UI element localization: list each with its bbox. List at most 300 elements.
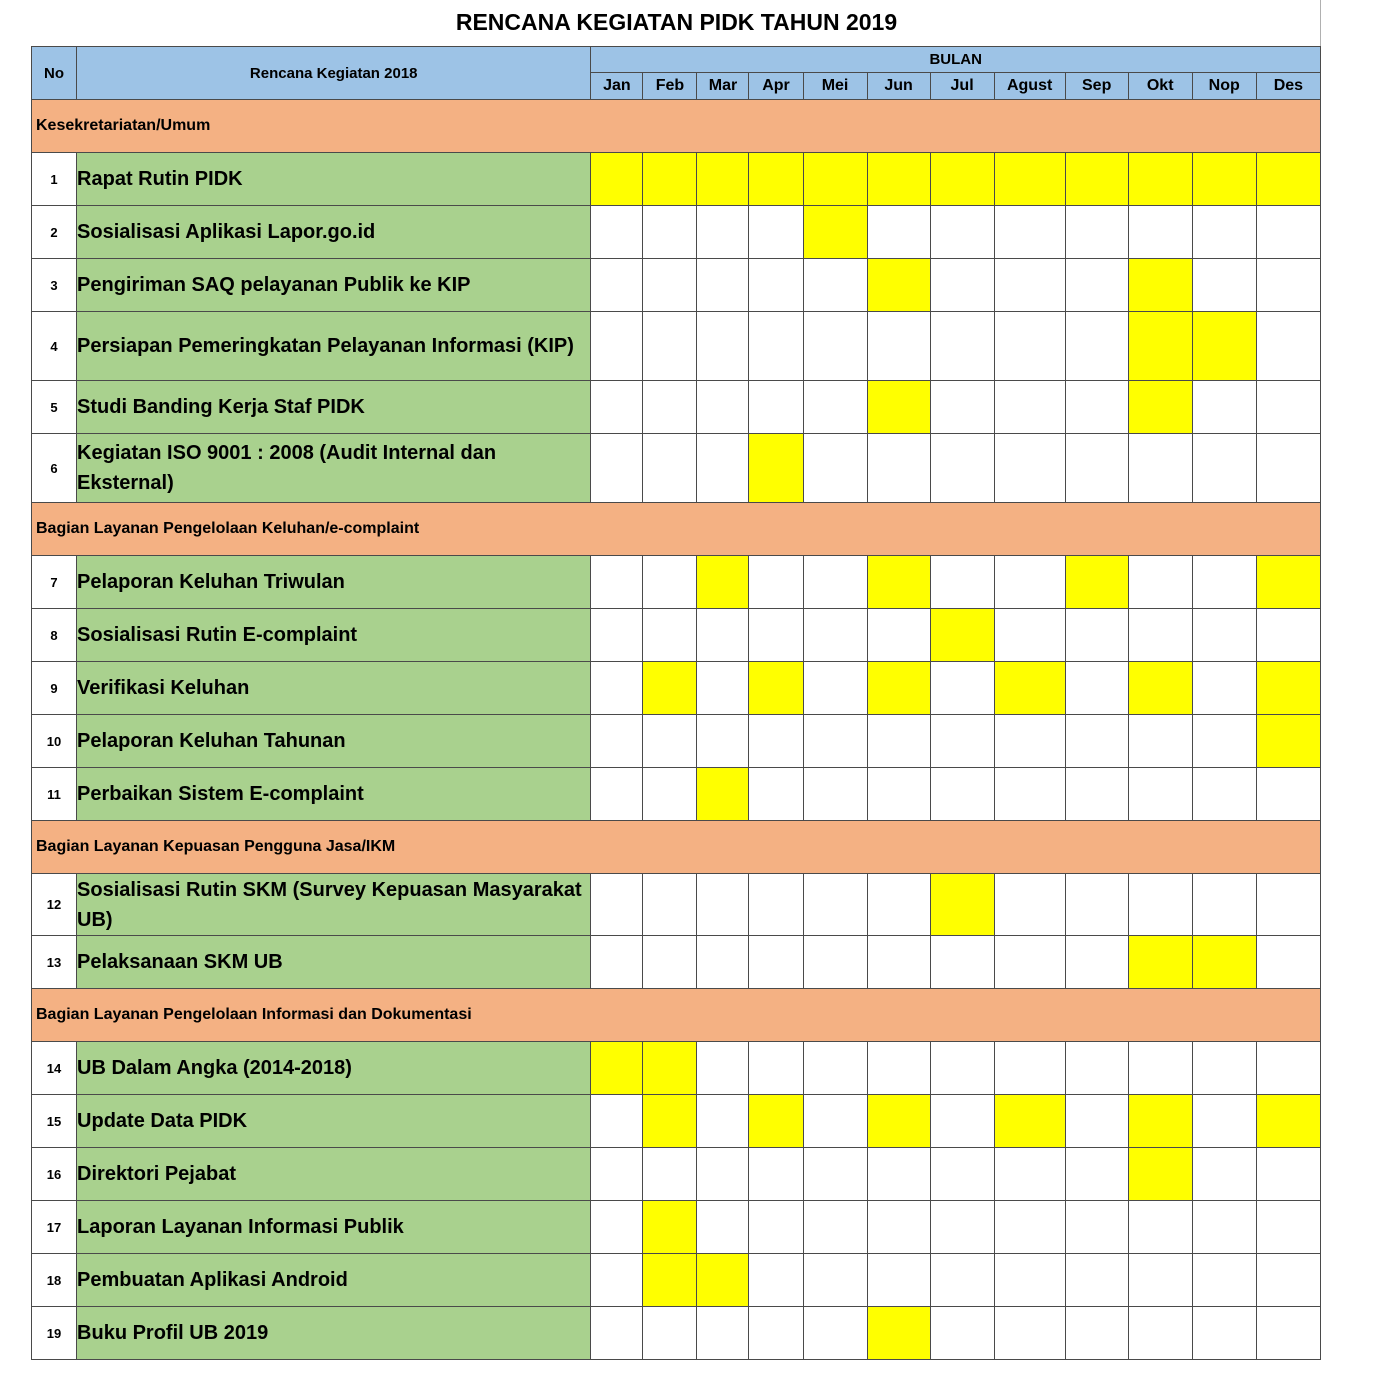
month-header-mei: Mei bbox=[803, 73, 867, 100]
month-header-sep: Sep bbox=[1065, 73, 1128, 100]
month-cell-jul-empty bbox=[930, 434, 994, 503]
month-cell-jan-empty bbox=[591, 1254, 643, 1307]
month-header-des: Des bbox=[1256, 73, 1320, 100]
table-row bbox=[32, 715, 1321, 768]
month-cell-agust-scheduled bbox=[994, 1095, 1065, 1148]
row-number: 8 bbox=[32, 609, 77, 662]
month-cell-nop-empty bbox=[1192, 206, 1256, 259]
month-cell-agust-empty bbox=[994, 206, 1065, 259]
month-cell-jul-empty bbox=[930, 662, 994, 715]
month-cell-nop-empty bbox=[1192, 1042, 1256, 1095]
table-row bbox=[32, 1095, 1321, 1148]
month-cell-mar-empty bbox=[697, 434, 749, 503]
month-cell-des-empty bbox=[1256, 768, 1320, 821]
month-cell-nop-empty bbox=[1192, 715, 1256, 768]
section-row bbox=[32, 503, 1321, 556]
month-cell-jan-empty bbox=[591, 206, 643, 259]
month-cell-jun-empty bbox=[867, 936, 930, 989]
month-cell-okt-scheduled bbox=[1128, 381, 1192, 434]
month-cell-mei-scheduled bbox=[803, 206, 867, 259]
month-cell-jan-scheduled bbox=[591, 1042, 643, 1095]
month-cell-jun-empty bbox=[867, 874, 930, 936]
page-title: RENCANA KEGIATAN PIDK TAHUN 2019 bbox=[455, 9, 898, 35]
month-cell-des-scheduled bbox=[1256, 715, 1320, 768]
month-cell-apr-empty bbox=[749, 1042, 803, 1095]
month-cell-nop-empty bbox=[1192, 434, 1256, 503]
month-cell-jan-empty bbox=[591, 381, 643, 434]
month-cell-jun-empty bbox=[867, 1042, 930, 1095]
month-cell-agust-scheduled bbox=[994, 153, 1065, 206]
month-cell-nop-empty bbox=[1192, 1148, 1256, 1201]
month-cell-apr-empty bbox=[749, 1307, 803, 1360]
month-cell-agust-empty bbox=[994, 1254, 1065, 1307]
month-cell-jan-empty bbox=[591, 556, 643, 609]
month-cell-feb-empty bbox=[643, 312, 697, 381]
activity-label: Sosialisasi Aplikasi Lapor.go.id bbox=[77, 206, 591, 259]
month-cell-jun-empty bbox=[867, 1201, 930, 1254]
month-cell-okt-scheduled bbox=[1128, 1148, 1192, 1201]
row-number: 2 bbox=[32, 206, 77, 259]
section-row bbox=[32, 100, 1321, 153]
month-cell-apr-empty bbox=[749, 874, 803, 936]
month-cell-mei-empty bbox=[803, 1148, 867, 1201]
month-cell-feb-scheduled bbox=[643, 1201, 697, 1254]
month-cell-nop-empty bbox=[1192, 556, 1256, 609]
month-cell-feb-empty bbox=[643, 381, 697, 434]
month-cell-agust-empty bbox=[994, 609, 1065, 662]
month-cell-des-empty bbox=[1256, 936, 1320, 989]
month-cell-des-empty bbox=[1256, 381, 1320, 434]
schedule-table bbox=[31, 46, 1321, 1360]
month-cell-mei-empty bbox=[803, 936, 867, 989]
month-cell-agust-empty bbox=[994, 434, 1065, 503]
month-cell-apr-empty bbox=[749, 768, 803, 821]
table-row bbox=[32, 936, 1321, 989]
header-bulan: BULAN bbox=[591, 47, 1321, 73]
month-cell-agust-empty bbox=[994, 1307, 1065, 1360]
month-cell-jan-scheduled bbox=[591, 153, 643, 206]
month-cell-sep-empty bbox=[1065, 1254, 1128, 1307]
month-cell-mei-empty bbox=[803, 259, 867, 312]
activity-label: Pelaksanaan SKM UB bbox=[77, 936, 591, 989]
month-cell-jan-empty bbox=[591, 936, 643, 989]
month-cell-feb-empty bbox=[643, 206, 697, 259]
section-title: Bagian Layanan Kepuasan Pengguna Jasa/IKM bbox=[32, 821, 1321, 874]
row-number: 17 bbox=[32, 1201, 77, 1254]
month-cell-jul-empty bbox=[930, 259, 994, 312]
activity-label: Sosialisasi Rutin E-complaint bbox=[77, 609, 591, 662]
month-cell-mei-empty bbox=[803, 1307, 867, 1360]
month-header-feb: Feb bbox=[643, 73, 697, 100]
month-cell-okt-empty bbox=[1128, 206, 1192, 259]
month-cell-jun-scheduled bbox=[867, 662, 930, 715]
month-cell-sep-empty bbox=[1065, 1307, 1128, 1360]
month-cell-jun-empty bbox=[867, 715, 930, 768]
month-cell-mei-empty bbox=[803, 556, 867, 609]
month-cell-mei-empty bbox=[803, 715, 867, 768]
month-cell-mei-scheduled bbox=[803, 153, 867, 206]
month-cell-feb-empty bbox=[643, 768, 697, 821]
month-cell-mar-scheduled bbox=[697, 768, 749, 821]
table-row bbox=[32, 312, 1321, 381]
section-row bbox=[32, 821, 1321, 874]
month-cell-jul-empty bbox=[930, 1042, 994, 1095]
month-cell-apr-empty bbox=[749, 1148, 803, 1201]
activity-label: UB Dalam Angka (2014-2018) bbox=[77, 1042, 591, 1095]
month-cell-des-empty bbox=[1256, 259, 1320, 312]
row-number: 16 bbox=[32, 1148, 77, 1201]
month-cell-jan-empty bbox=[591, 874, 643, 936]
month-cell-mei-empty bbox=[803, 768, 867, 821]
month-header-agust: Agust bbox=[994, 73, 1065, 100]
month-cell-okt-scheduled bbox=[1128, 312, 1192, 381]
table-row bbox=[32, 874, 1321, 936]
month-cell-jun-empty bbox=[867, 768, 930, 821]
month-cell-jan-empty bbox=[591, 434, 643, 503]
header-activity: Rencana Kegiatan 2018 bbox=[77, 47, 591, 100]
month-cell-nop-empty bbox=[1192, 768, 1256, 821]
row-number: 15 bbox=[32, 1095, 77, 1148]
header-no: No bbox=[32, 47, 77, 100]
table-row bbox=[32, 768, 1321, 821]
month-cell-jan-empty bbox=[591, 259, 643, 312]
month-cell-feb-scheduled bbox=[643, 1095, 697, 1148]
month-cell-mar-empty bbox=[697, 936, 749, 989]
month-cell-mei-empty bbox=[803, 609, 867, 662]
month-cell-sep-empty bbox=[1065, 768, 1128, 821]
month-cell-jul-empty bbox=[930, 206, 994, 259]
month-cell-des-empty bbox=[1256, 1254, 1320, 1307]
month-cell-mei-empty bbox=[803, 434, 867, 503]
month-cell-mar-empty bbox=[697, 1307, 749, 1360]
month-cell-okt-empty bbox=[1128, 874, 1192, 936]
row-number: 6 bbox=[32, 434, 77, 503]
month-cell-apr-scheduled bbox=[749, 662, 803, 715]
activity-label: Perbaikan Sistem E-complaint bbox=[77, 768, 591, 821]
month-cell-jan-empty bbox=[591, 715, 643, 768]
month-cell-agust-empty bbox=[994, 1201, 1065, 1254]
month-cell-feb-scheduled bbox=[643, 662, 697, 715]
month-cell-sep-empty bbox=[1065, 434, 1128, 503]
month-cell-mei-empty bbox=[803, 312, 867, 381]
month-cell-jun-empty bbox=[867, 1148, 930, 1201]
activity-label: Sosialisasi Rutin SKM (Survey Kepuasan Masyarakat UB) bbox=[77, 874, 591, 936]
month-cell-mar-empty bbox=[697, 1148, 749, 1201]
month-cell-feb-empty bbox=[643, 259, 697, 312]
month-cell-jun-scheduled bbox=[867, 556, 930, 609]
month-cell-mei-empty bbox=[803, 874, 867, 936]
row-number: 14 bbox=[32, 1042, 77, 1095]
month-cell-sep-empty bbox=[1065, 874, 1128, 936]
month-cell-mei-empty bbox=[803, 1042, 867, 1095]
month-cell-agust-empty bbox=[994, 1148, 1065, 1201]
month-cell-des-scheduled bbox=[1256, 153, 1320, 206]
month-cell-agust-empty bbox=[994, 556, 1065, 609]
table-row bbox=[32, 206, 1321, 259]
row-number: 12 bbox=[32, 874, 77, 936]
month-cell-mar-scheduled bbox=[697, 1254, 749, 1307]
month-cell-okt-scheduled bbox=[1128, 259, 1192, 312]
row-number: 10 bbox=[32, 715, 77, 768]
month-cell-des-empty bbox=[1256, 1148, 1320, 1201]
month-cell-jun-empty bbox=[867, 609, 930, 662]
table-row bbox=[32, 556, 1321, 609]
month-cell-sep-empty bbox=[1065, 1042, 1128, 1095]
month-cell-jun-scheduled bbox=[867, 259, 930, 312]
month-cell-okt-empty bbox=[1128, 715, 1192, 768]
row-number: 4 bbox=[32, 312, 77, 381]
month-cell-feb-empty bbox=[643, 715, 697, 768]
month-cell-okt-empty bbox=[1128, 434, 1192, 503]
month-cell-feb-scheduled bbox=[643, 153, 697, 206]
month-cell-jul-scheduled bbox=[930, 153, 994, 206]
month-cell-jun-empty bbox=[867, 434, 930, 503]
month-cell-agust-empty bbox=[994, 312, 1065, 381]
month-cell-apr-scheduled bbox=[749, 434, 803, 503]
month-cell-mar-empty bbox=[697, 1201, 749, 1254]
row-number: 9 bbox=[32, 662, 77, 715]
row-number: 13 bbox=[32, 936, 77, 989]
month-cell-jul-scheduled bbox=[930, 609, 994, 662]
month-cell-sep-empty bbox=[1065, 715, 1128, 768]
table-row bbox=[32, 1254, 1321, 1307]
activity-label: Verifikasi Keluhan bbox=[77, 662, 591, 715]
activity-label: Direktori Pejabat bbox=[77, 1148, 591, 1201]
month-cell-sep-empty bbox=[1065, 259, 1128, 312]
month-cell-mei-empty bbox=[803, 662, 867, 715]
month-cell-sep-empty bbox=[1065, 312, 1128, 381]
month-cell-apr-empty bbox=[749, 1201, 803, 1254]
activity-label: Rapat Rutin PIDK bbox=[77, 153, 591, 206]
month-cell-jun-scheduled bbox=[867, 1095, 930, 1148]
month-cell-apr-empty bbox=[749, 936, 803, 989]
month-cell-des-empty bbox=[1256, 434, 1320, 503]
month-cell-jan-empty bbox=[591, 1307, 643, 1360]
month-cell-okt-empty bbox=[1128, 1201, 1192, 1254]
month-cell-apr-empty bbox=[749, 715, 803, 768]
activity-label: Pelaporan Keluhan Triwulan bbox=[77, 556, 591, 609]
month-cell-jul-empty bbox=[930, 381, 994, 434]
month-cell-des-empty bbox=[1256, 312, 1320, 381]
schedule-body bbox=[32, 100, 1321, 1360]
activity-label: Update Data PIDK bbox=[77, 1095, 591, 1148]
month-cell-jun-empty bbox=[867, 206, 930, 259]
month-cell-okt-scheduled bbox=[1128, 1095, 1192, 1148]
table-row bbox=[32, 662, 1321, 715]
month-cell-des-scheduled bbox=[1256, 662, 1320, 715]
month-cell-nop-empty bbox=[1192, 662, 1256, 715]
month-cell-nop-empty bbox=[1192, 381, 1256, 434]
month-cell-sep-scheduled bbox=[1065, 556, 1128, 609]
month-cell-mar-empty bbox=[697, 874, 749, 936]
month-cell-feb-empty bbox=[643, 1307, 697, 1360]
month-cell-agust-empty bbox=[994, 1042, 1065, 1095]
activity-label: Laporan Layanan Informasi Publik bbox=[77, 1201, 591, 1254]
activity-label: Pelaporan Keluhan Tahunan bbox=[77, 715, 591, 768]
month-cell-feb-empty bbox=[643, 874, 697, 936]
month-cell-jul-empty bbox=[930, 312, 994, 381]
month-cell-sep-empty bbox=[1065, 206, 1128, 259]
month-cell-nop-scheduled bbox=[1192, 312, 1256, 381]
month-cell-apr-empty bbox=[749, 259, 803, 312]
month-cell-agust-scheduled bbox=[994, 662, 1065, 715]
month-cell-des-empty bbox=[1256, 1201, 1320, 1254]
month-cell-feb-scheduled bbox=[643, 1254, 697, 1307]
month-cell-nop-empty bbox=[1192, 874, 1256, 936]
month-cell-des-scheduled bbox=[1256, 556, 1320, 609]
month-cell-mar-scheduled bbox=[697, 153, 749, 206]
month-cell-mar-empty bbox=[697, 1042, 749, 1095]
month-header-okt: Okt bbox=[1128, 73, 1192, 100]
month-cell-feb-scheduled bbox=[643, 1042, 697, 1095]
month-cell-sep-empty bbox=[1065, 1201, 1128, 1254]
table-row bbox=[32, 153, 1321, 206]
section-row bbox=[32, 989, 1321, 1042]
month-cell-agust-empty bbox=[994, 874, 1065, 936]
month-cell-des-empty bbox=[1256, 206, 1320, 259]
month-cell-mar-empty bbox=[697, 312, 749, 381]
table-row bbox=[32, 1148, 1321, 1201]
month-cell-okt-scheduled bbox=[1128, 936, 1192, 989]
month-cell-nop-empty bbox=[1192, 609, 1256, 662]
month-cell-mar-empty bbox=[697, 1095, 749, 1148]
month-cell-feb-empty bbox=[643, 1148, 697, 1201]
month-cell-jan-empty bbox=[591, 1148, 643, 1201]
month-cell-agust-empty bbox=[994, 768, 1065, 821]
month-cell-jun-empty bbox=[867, 312, 930, 381]
month-cell-jul-empty bbox=[930, 768, 994, 821]
section-title: Bagian Layanan Pengelolaan Keluhan/e-complaint bbox=[32, 503, 1321, 556]
month-header-jan: Jan bbox=[591, 73, 643, 100]
month-cell-jan-empty bbox=[591, 312, 643, 381]
month-header-jun: Jun bbox=[867, 73, 930, 100]
month-cell-apr-empty bbox=[749, 381, 803, 434]
month-cell-nop-scheduled bbox=[1192, 153, 1256, 206]
month-cell-jan-empty bbox=[591, 768, 643, 821]
table-row bbox=[32, 1307, 1321, 1360]
month-cell-jul-empty bbox=[930, 1307, 994, 1360]
month-cell-jun-scheduled bbox=[867, 1307, 930, 1360]
month-cell-nop-empty bbox=[1192, 1307, 1256, 1360]
month-cell-nop-empty bbox=[1192, 1254, 1256, 1307]
month-cell-apr-empty bbox=[749, 556, 803, 609]
table-row bbox=[32, 381, 1321, 434]
month-cell-mei-empty bbox=[803, 1095, 867, 1148]
month-cell-agust-empty bbox=[994, 936, 1065, 989]
month-header-apr: Apr bbox=[749, 73, 803, 100]
month-cell-nop-scheduled bbox=[1192, 936, 1256, 989]
month-cell-feb-empty bbox=[643, 609, 697, 662]
month-cell-mei-empty bbox=[803, 1254, 867, 1307]
month-cell-okt-empty bbox=[1128, 609, 1192, 662]
month-cell-agust-empty bbox=[994, 259, 1065, 312]
row-number: 19 bbox=[32, 1307, 77, 1360]
month-cell-jan-empty bbox=[591, 662, 643, 715]
row-number: 5 bbox=[32, 381, 77, 434]
row-number: 18 bbox=[32, 1254, 77, 1307]
row-number: 11 bbox=[32, 768, 77, 821]
month-cell-okt-scheduled bbox=[1128, 662, 1192, 715]
month-cell-nop-empty bbox=[1192, 1201, 1256, 1254]
month-cell-okt-empty bbox=[1128, 556, 1192, 609]
table-row bbox=[32, 259, 1321, 312]
month-cell-mar-empty bbox=[697, 715, 749, 768]
month-cell-sep-empty bbox=[1065, 609, 1128, 662]
month-cell-jul-empty bbox=[930, 936, 994, 989]
activity-label: Persiapan Pemeringkatan Pelayanan Informasi (KIP) bbox=[77, 312, 591, 381]
month-cell-jun-scheduled bbox=[867, 381, 930, 434]
month-cell-okt-empty bbox=[1128, 1307, 1192, 1360]
row-number: 3 bbox=[32, 259, 77, 312]
month-cell-jul-scheduled bbox=[930, 874, 994, 936]
month-cell-mar-empty bbox=[697, 206, 749, 259]
month-cell-apr-empty bbox=[749, 206, 803, 259]
month-cell-feb-empty bbox=[643, 434, 697, 503]
month-cell-jun-scheduled bbox=[867, 153, 930, 206]
month-cell-sep-scheduled bbox=[1065, 153, 1128, 206]
month-cell-mar-scheduled bbox=[697, 556, 749, 609]
row-number: 7 bbox=[32, 556, 77, 609]
month-header-nop: Nop bbox=[1192, 73, 1256, 100]
month-header-mar: Mar bbox=[697, 73, 749, 100]
month-cell-mar-empty bbox=[697, 259, 749, 312]
month-cell-mar-empty bbox=[697, 381, 749, 434]
month-cell-jun-empty bbox=[867, 1254, 930, 1307]
month-cell-apr-empty bbox=[749, 609, 803, 662]
month-cell-des-empty bbox=[1256, 1042, 1320, 1095]
month-cell-okt-scheduled bbox=[1128, 153, 1192, 206]
month-cell-jul-empty bbox=[930, 1254, 994, 1307]
month-cell-okt-empty bbox=[1128, 1254, 1192, 1307]
section-title: Kesekretariatan/Umum bbox=[32, 100, 1321, 153]
month-cell-jan-empty bbox=[591, 609, 643, 662]
month-cell-des-empty bbox=[1256, 874, 1320, 936]
month-cell-mar-empty bbox=[697, 662, 749, 715]
month-cell-sep-empty bbox=[1065, 662, 1128, 715]
month-cell-sep-empty bbox=[1065, 1148, 1128, 1201]
month-cell-apr-empty bbox=[749, 312, 803, 381]
activity-label: Buku Profil UB 2019 bbox=[77, 1307, 591, 1360]
gridline-divider bbox=[1320, 0, 1321, 46]
month-cell-jul-empty bbox=[930, 1148, 994, 1201]
month-cell-apr-scheduled bbox=[749, 1095, 803, 1148]
table-row bbox=[32, 609, 1321, 662]
month-cell-sep-empty bbox=[1065, 1095, 1128, 1148]
table-row bbox=[32, 434, 1321, 503]
activity-label: Pengiriman SAQ pelayanan Publik ke KIP bbox=[77, 259, 591, 312]
activity-label: Pembuatan Aplikasi Android bbox=[77, 1254, 591, 1307]
month-cell-jul-empty bbox=[930, 556, 994, 609]
month-cell-sep-empty bbox=[1065, 936, 1128, 989]
month-cell-jul-empty bbox=[930, 715, 994, 768]
month-cell-jul-empty bbox=[930, 1095, 994, 1148]
month-cell-feb-empty bbox=[643, 556, 697, 609]
activity-label: Studi Banding Kerja Staf PIDK bbox=[77, 381, 591, 434]
month-cell-agust-empty bbox=[994, 381, 1065, 434]
month-cell-des-empty bbox=[1256, 609, 1320, 662]
month-cell-jul-empty bbox=[930, 1201, 994, 1254]
month-cell-agust-empty bbox=[994, 715, 1065, 768]
month-cell-jan-empty bbox=[591, 1201, 643, 1254]
month-cell-apr-scheduled bbox=[749, 153, 803, 206]
month-cell-mei-empty bbox=[803, 1201, 867, 1254]
section-title: Bagian Layanan Pengelolaan Informasi dan Dokumentasi bbox=[32, 989, 1321, 1042]
month-cell-mei-empty bbox=[803, 381, 867, 434]
month-header-jul: Jul bbox=[930, 73, 994, 100]
month-cell-des-empty bbox=[1256, 1307, 1320, 1360]
month-cell-jan-empty bbox=[591, 1095, 643, 1148]
month-cell-nop-empty bbox=[1192, 1095, 1256, 1148]
